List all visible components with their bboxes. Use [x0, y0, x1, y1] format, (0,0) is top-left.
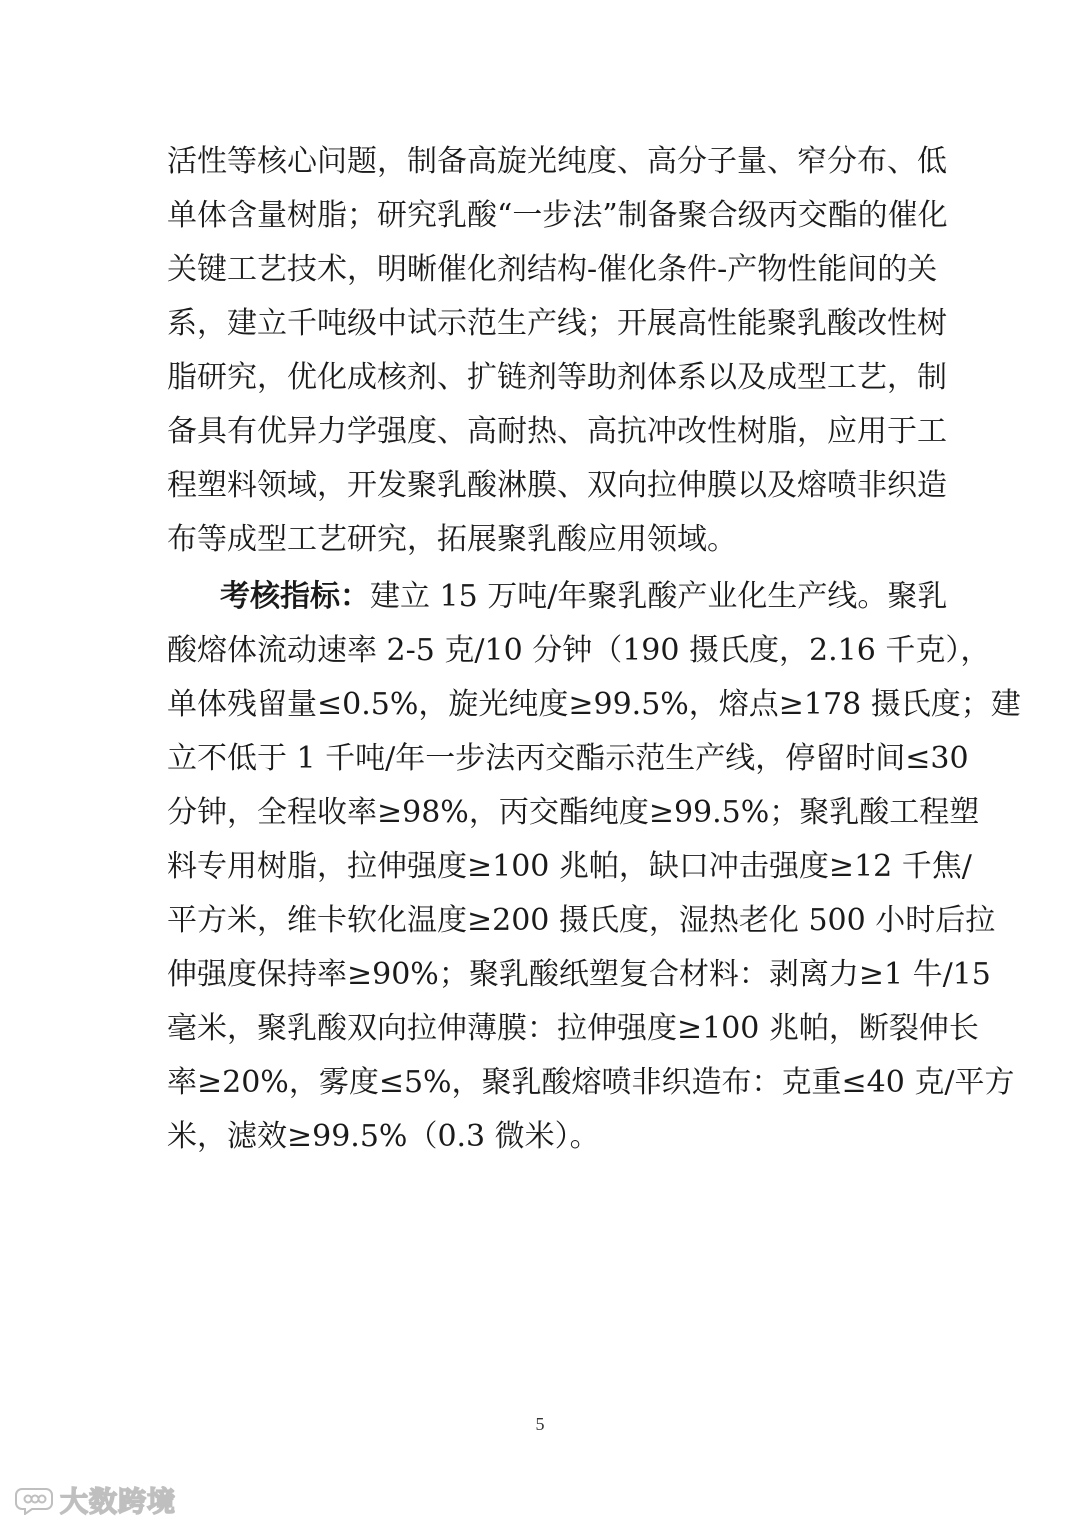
chat-bubble-logo-icon: [14, 1485, 54, 1515]
paragraph-1-line-4: 系，建立千吨级中试示范生产线；开展高性能聚乳酸改性树: [167, 306, 947, 341]
paragraph-1-line-3: 关键工艺技术，明晰催化剂结构-催化条件-产物性能间的关: [167, 252, 938, 287]
paragraph-2-line-8: 伸强度保持率≥90%；聚乳酸纸塑复合材料：剥离力≥1 牛/15: [167, 957, 991, 992]
paragraph-1-line-6: 备具有优异力学强度、高耐热、高抗冲改性树脂，应用于工: [167, 414, 947, 449]
paragraph-1-line-1: 活性等核心问题，制备高旋光纯度、高分子量、窄分布、低: [167, 144, 947, 179]
paragraph-1-line-2: 单体含量树脂；研究乳酸“一步法”制备聚合级丙交酯的催化: [167, 198, 948, 233]
paragraph-2-line-6: 料专用树脂，拉伸强度≥100 兆帕，缺口冲击强度≥12 千焦/: [167, 849, 972, 884]
paragraph-2-line-10: 率≥20%，雾度≤5%，聚乳酸熔喷非织造布：克重≤40 克/平方: [167, 1065, 1015, 1100]
paragraph-2-line-3: 单体残留量≤0.5%，旋光纯度≥99.5%，熔点≥178 摄氏度；建: [167, 687, 1021, 722]
assessment-first-line: 建立 15 万吨/年聚乳酸产业化生产线。聚乳: [370, 579, 948, 614]
paragraph-2-line-5: 分钟，全程收率≥98%，丙交酯纯度≥99.5%；聚乳酸工程塑: [167, 795, 980, 830]
watermark-text: 大数跨境: [60, 1485, 177, 1518]
assessment-label: 考核指标：: [220, 579, 370, 614]
paragraph-2-line-4: 立不低于 1 千吨/年一步法丙交酯示范生产线，停留时间≤30: [167, 741, 969, 776]
paragraph-1-line-8: 布等成型工艺研究，拓展聚乳酸应用领域。: [167, 522, 737, 557]
page-number: 5: [535, 1414, 545, 1434]
watermark: [14, 1480, 176, 1520]
paragraph-1-line-7: 程塑料领域，开发聚乳酸淋膜、双向拉伸膜以及熔喷非织造: [167, 468, 947, 503]
paragraph-2-line-9: 毫米，聚乳酸双向拉伸薄膜：拉伸强度≥100 兆帕，断裂伸长: [167, 1011, 979, 1046]
paragraph-2-line-7: 平方米，维卡软化温度≥200 摄氏度，湿热老化 500 小时后拉: [167, 903, 996, 938]
paragraph-2-line-2: 酸熔体流动速率 2-5 克/10 分钟（190 摄氏度，2.16 千克），: [167, 633, 991, 668]
paragraph-2-line-1: [220, 577, 948, 617]
paragraph-1-line-5: 脂研究，优化成核剂、扩链剂等助剂体系以及成型工艺，制: [167, 360, 947, 395]
paragraph-2-line-11: 米，滤效≥99.5%（0.3 微米）。: [167, 1119, 600, 1154]
